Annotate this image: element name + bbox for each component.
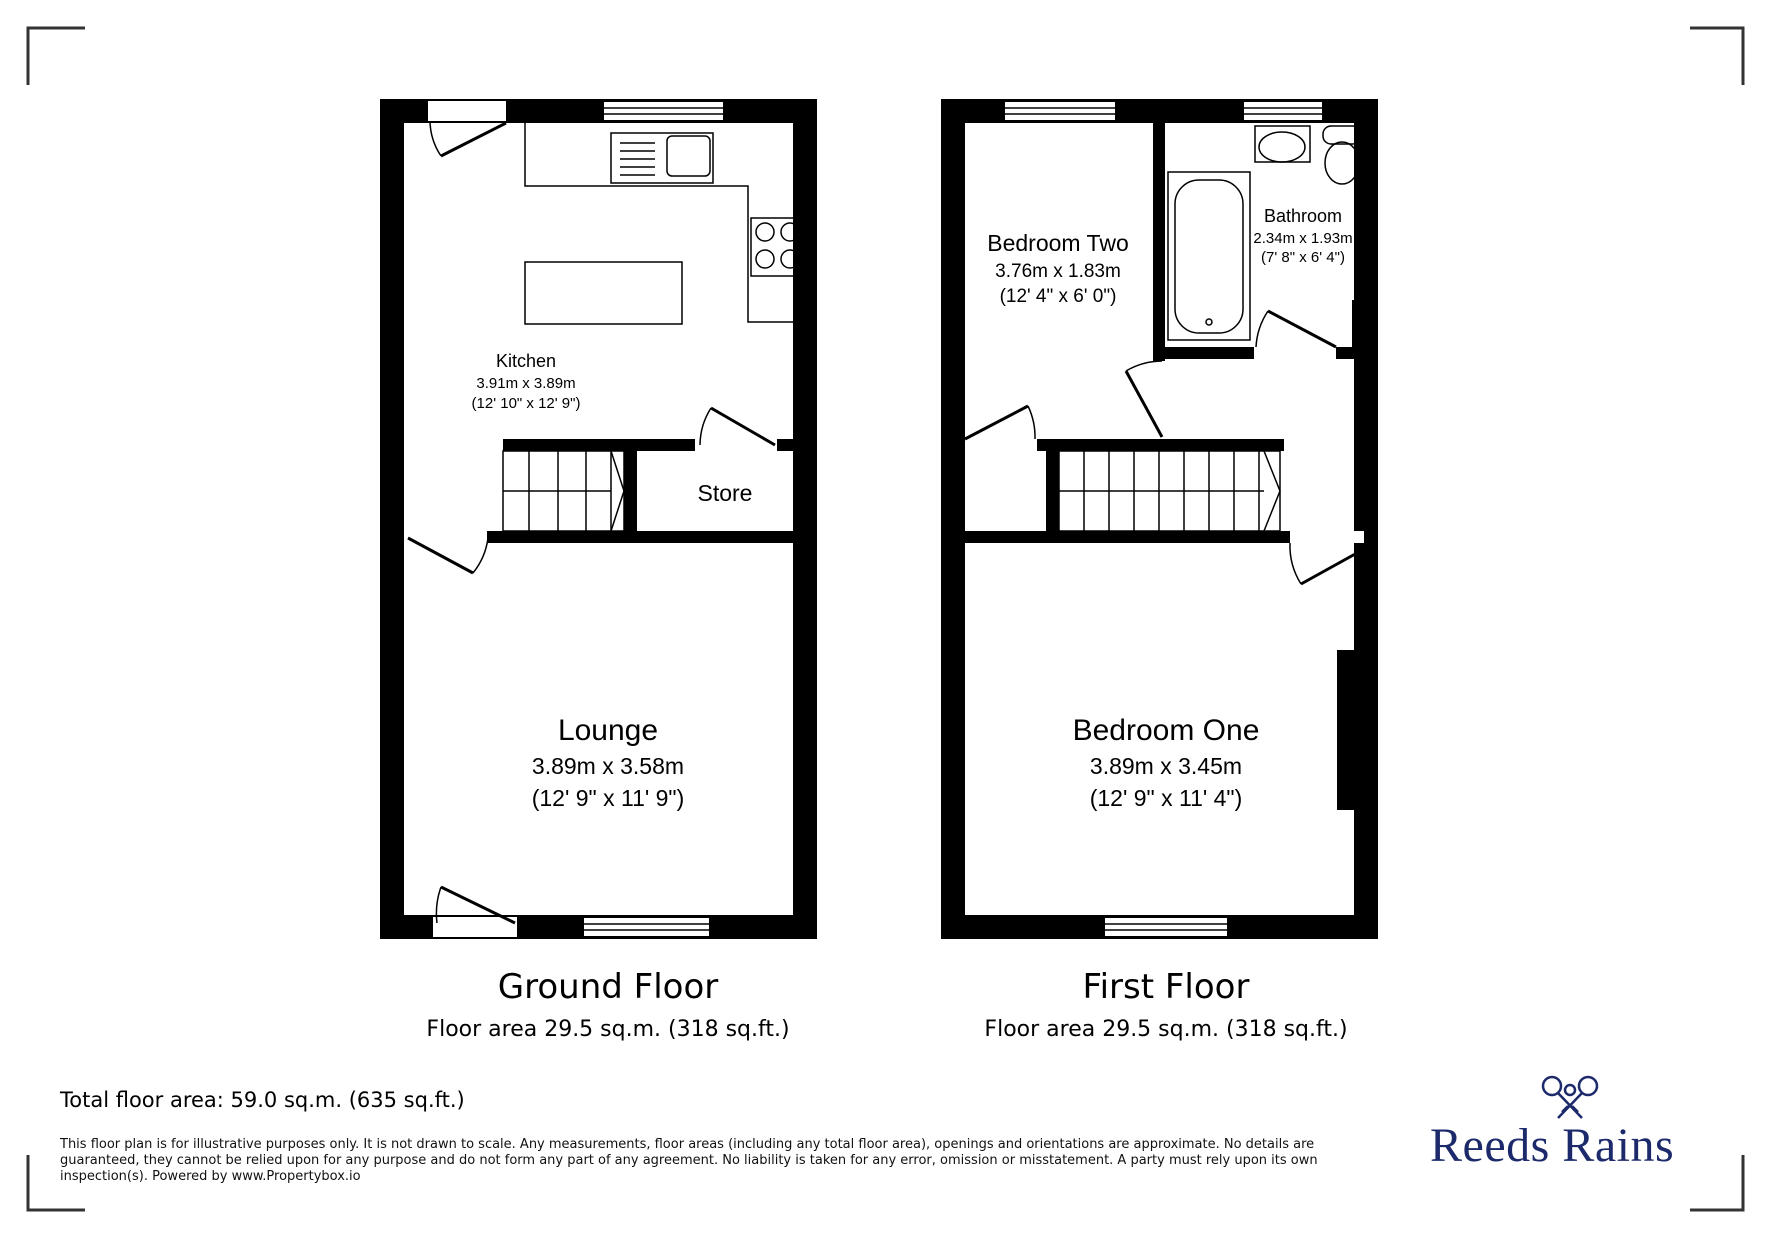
floor-title-first: First Floor (1082, 967, 1250, 1007)
window (1104, 917, 1228, 937)
room-metric-bedroom-one: 3.89m x 3.45m (1089, 753, 1243, 779)
ground-floor-plan (392, 101, 807, 1042)
room-imperial-bathroom: (7' 8" x 6' 4") (1261, 249, 1345, 266)
room-imperial-lounge: (12' 9" x 11' 9") (531, 785, 685, 811)
room-imperial-bedroom-two: (12' 4" x 6' 0") (999, 286, 1117, 307)
door (965, 406, 1035, 439)
total-floor-area: Total floor area: 59.0 sq.m. (635 sq.ft.) (60, 1088, 465, 1112)
kitchen-units (525, 123, 807, 324)
room-name-bedroom-one: Bedroom One (1072, 714, 1260, 747)
room-name-bedroom-two: Bedroom Two (987, 230, 1129, 256)
floor-area-ground: Floor area 29.5 sq.m. (318 sq.ft.) (426, 1017, 790, 1042)
keys-logo (1543, 1077, 1597, 1118)
room-metric-lounge: 3.89m x 3.58m (531, 753, 685, 779)
first-floor-plan (953, 101, 1366, 1042)
door (1256, 311, 1336, 347)
room-metric-kitchen: 3.91m x 3.89m (476, 375, 576, 392)
staircase (503, 451, 624, 531)
disclaimer: This floor plan is for illustrative purposes only. It is not drawn to scale. Any measurements, floor areas (including any total floor area), openings and orientations are approximate. No details are guaranteed, they cannot be relied upon for any purpose and do not form any part of any agreement. No liability is taken for any error, omission or misstatement. A party must rely upon its own inspection(s). Powered by www.Propertybox.io (60, 1137, 1318, 1184)
basin (1255, 126, 1310, 162)
door (433, 887, 517, 937)
door (408, 531, 488, 573)
door (428, 101, 506, 156)
room-name-store: Store (697, 480, 753, 506)
window (603, 101, 724, 121)
window (1004, 101, 1116, 121)
window (583, 917, 710, 937)
brand-name: Reeds Rains (1430, 1119, 1675, 1172)
room-imperial-kitchen: (12' 10" x 12' 9") (471, 395, 581, 412)
floor-title-ground: Ground Floor (497, 967, 719, 1007)
room-name-kitchen: Kitchen (495, 351, 557, 371)
room-imperial-bedroom-one: (12' 9" x 11' 4") (1089, 785, 1243, 811)
room-name-lounge: Lounge (557, 714, 659, 747)
floor-area-first: Floor area 29.5 sq.m. (318 sq.ft.) (984, 1017, 1348, 1042)
room-name-bathroom: Bathroom (1263, 206, 1343, 226)
frame-corners (28, 28, 1743, 1210)
room-metric-bedroom-two: 3.76m x 1.83m (995, 261, 1121, 282)
door (1126, 361, 1162, 437)
door (695, 408, 777, 451)
bath (1168, 172, 1250, 340)
window (1243, 101, 1323, 121)
room-metric-bathroom: 2.34m x 1.93m (1253, 230, 1353, 247)
staircase (1059, 451, 1280, 531)
